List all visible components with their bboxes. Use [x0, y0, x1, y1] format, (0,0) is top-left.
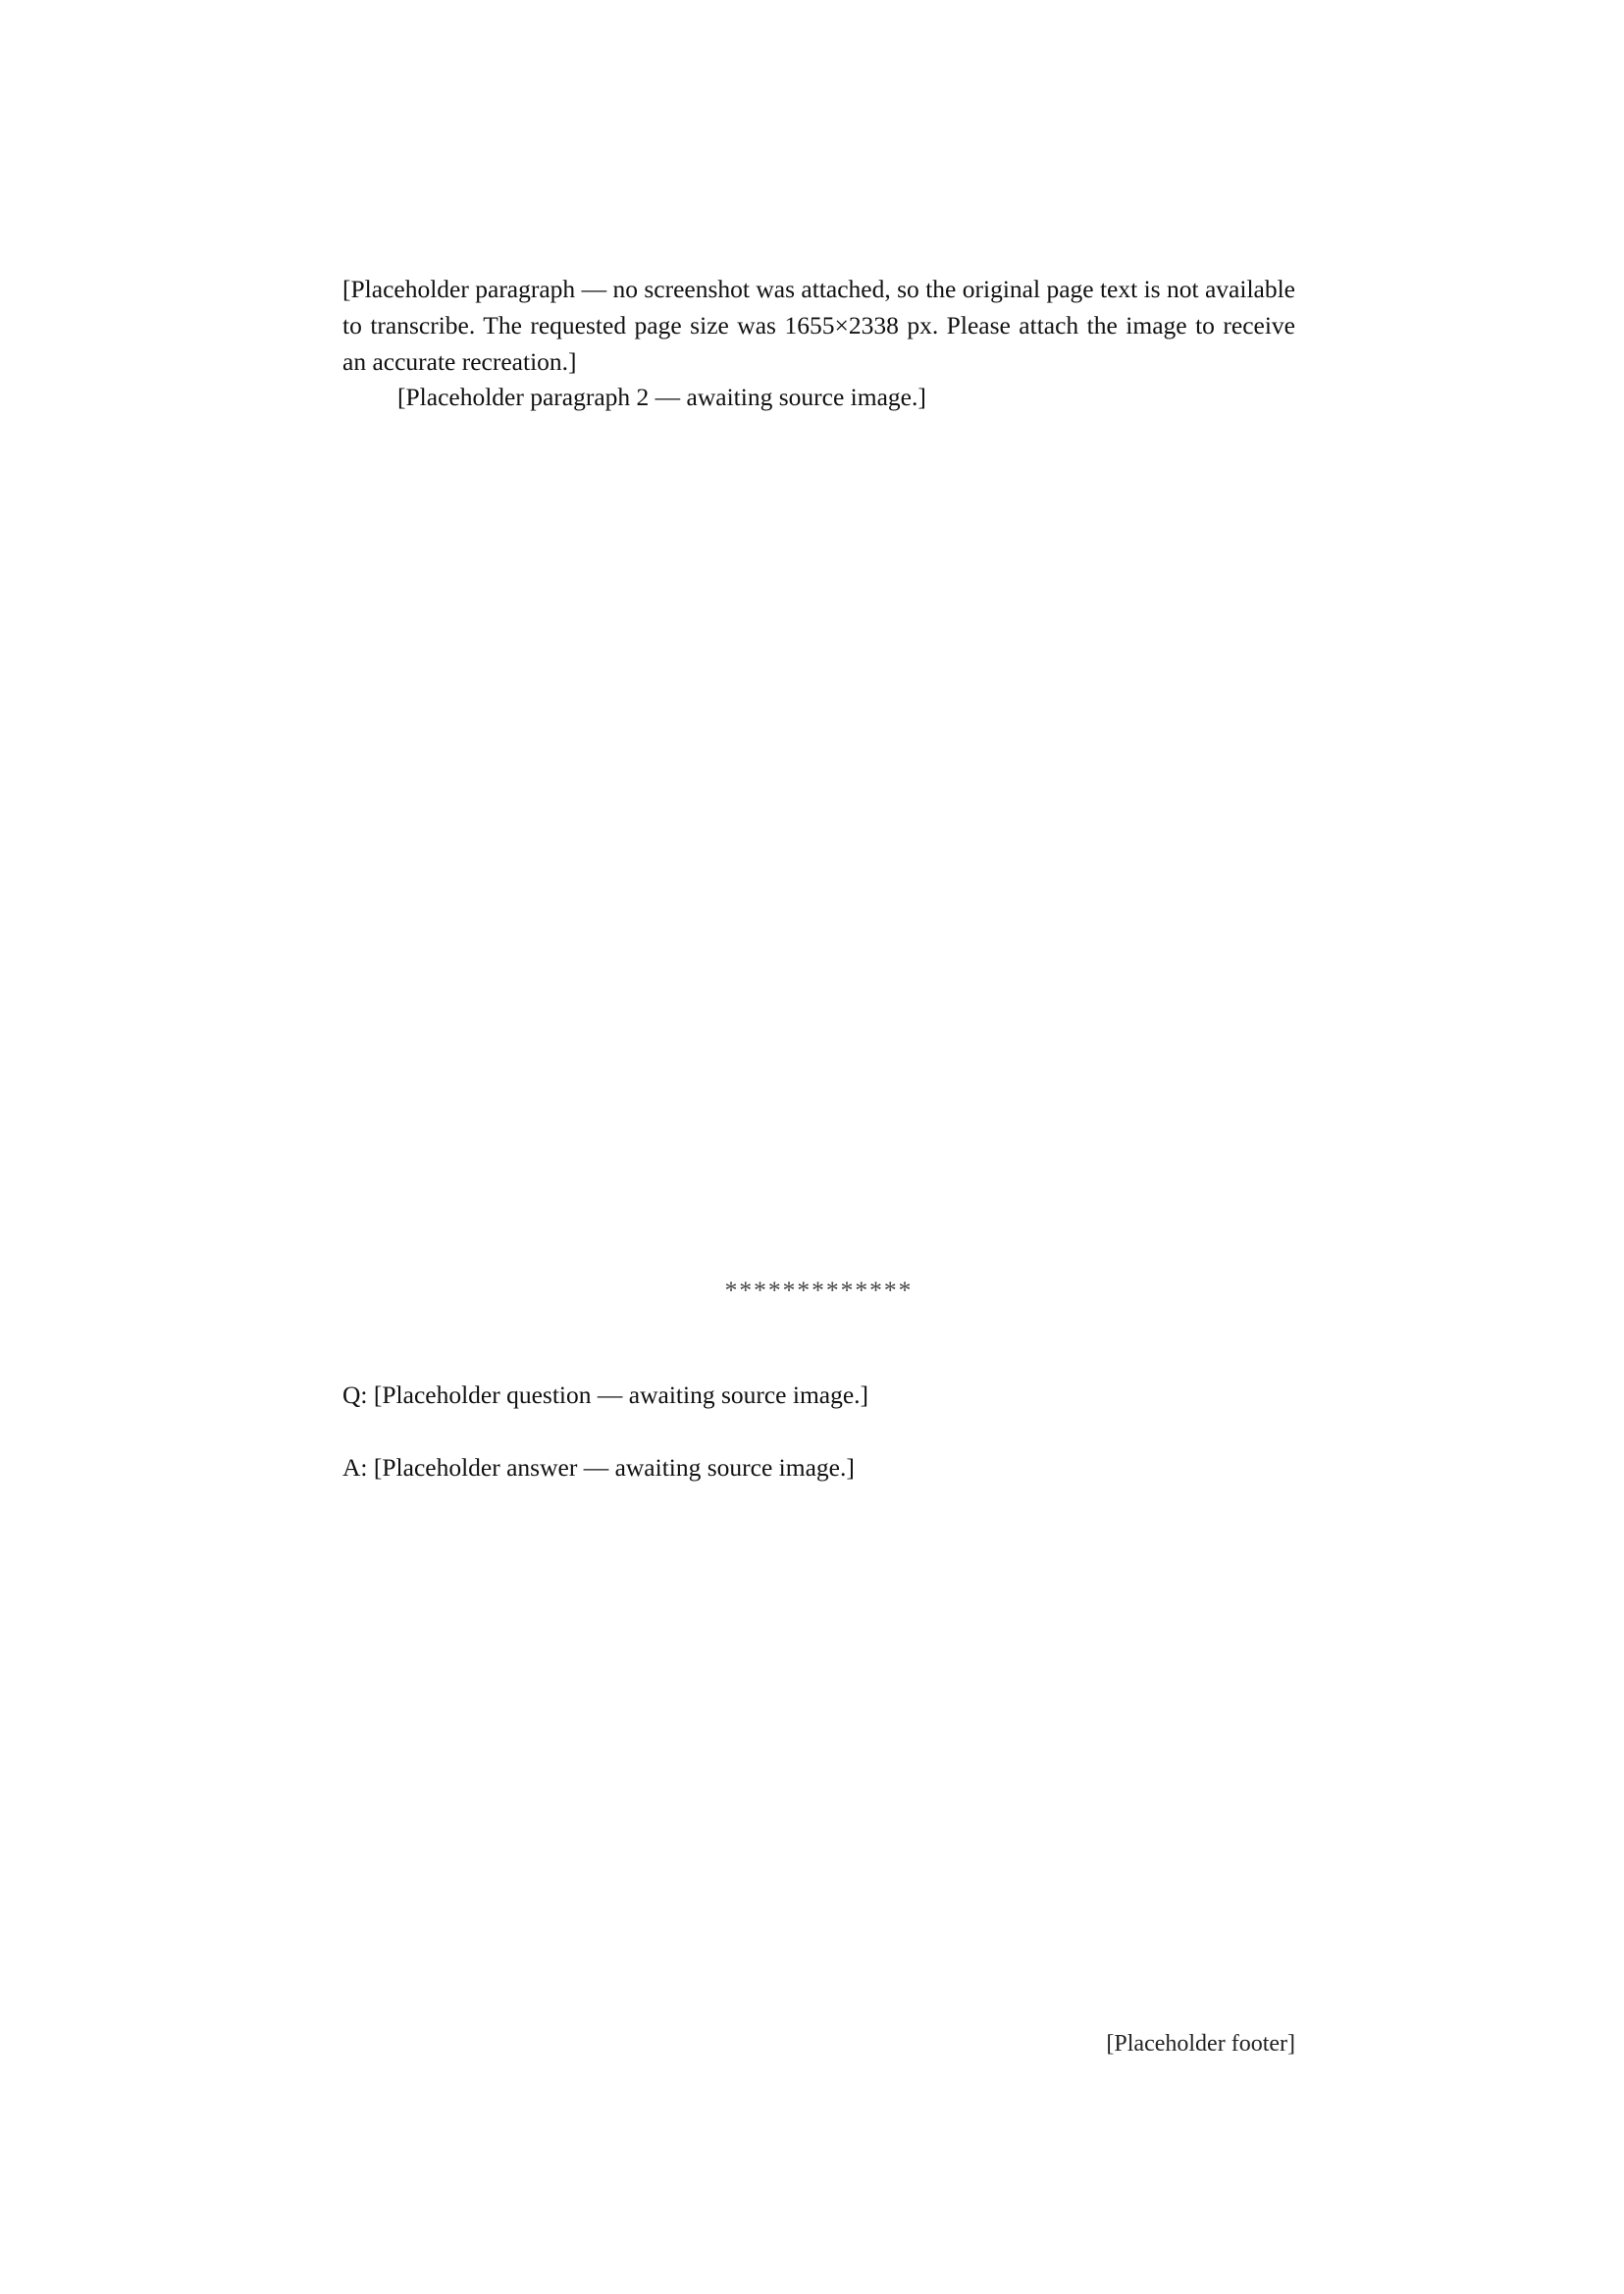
speaker-text: [Placeholder answer — awaiting source image.] — [367, 1452, 855, 1482]
body-text — [342, 272, 1295, 416]
speaker-label: A: — [342, 1452, 368, 1482]
intro-paragraph-1 — [342, 272, 1295, 380]
speaker-text: [Placeholder question — awaiting source image.] — [367, 1381, 869, 1409]
speaker-label: Q: — [342, 1381, 368, 1409]
interview-paragraph — [342, 1378, 1295, 1414]
interview-paragraph — [342, 1450, 1295, 1486]
page-footer: [Placeholder footer] — [1106, 2031, 1295, 2057]
section-separator: ************* — [724, 1276, 914, 1304]
intro-paragraph-2 — [342, 380, 1295, 416]
interview-section — [342, 1378, 1295, 1486]
text-run: [Placeholder paragraph — no screenshot was attached, so the original page text is not available to transcribe. The requested page size was 1655×2338 px. Please attach the image to receive an accurate recreation.] — [342, 275, 1295, 376]
text-run: [Placeholder paragraph 2 — awaiting source image.] — [397, 383, 926, 412]
